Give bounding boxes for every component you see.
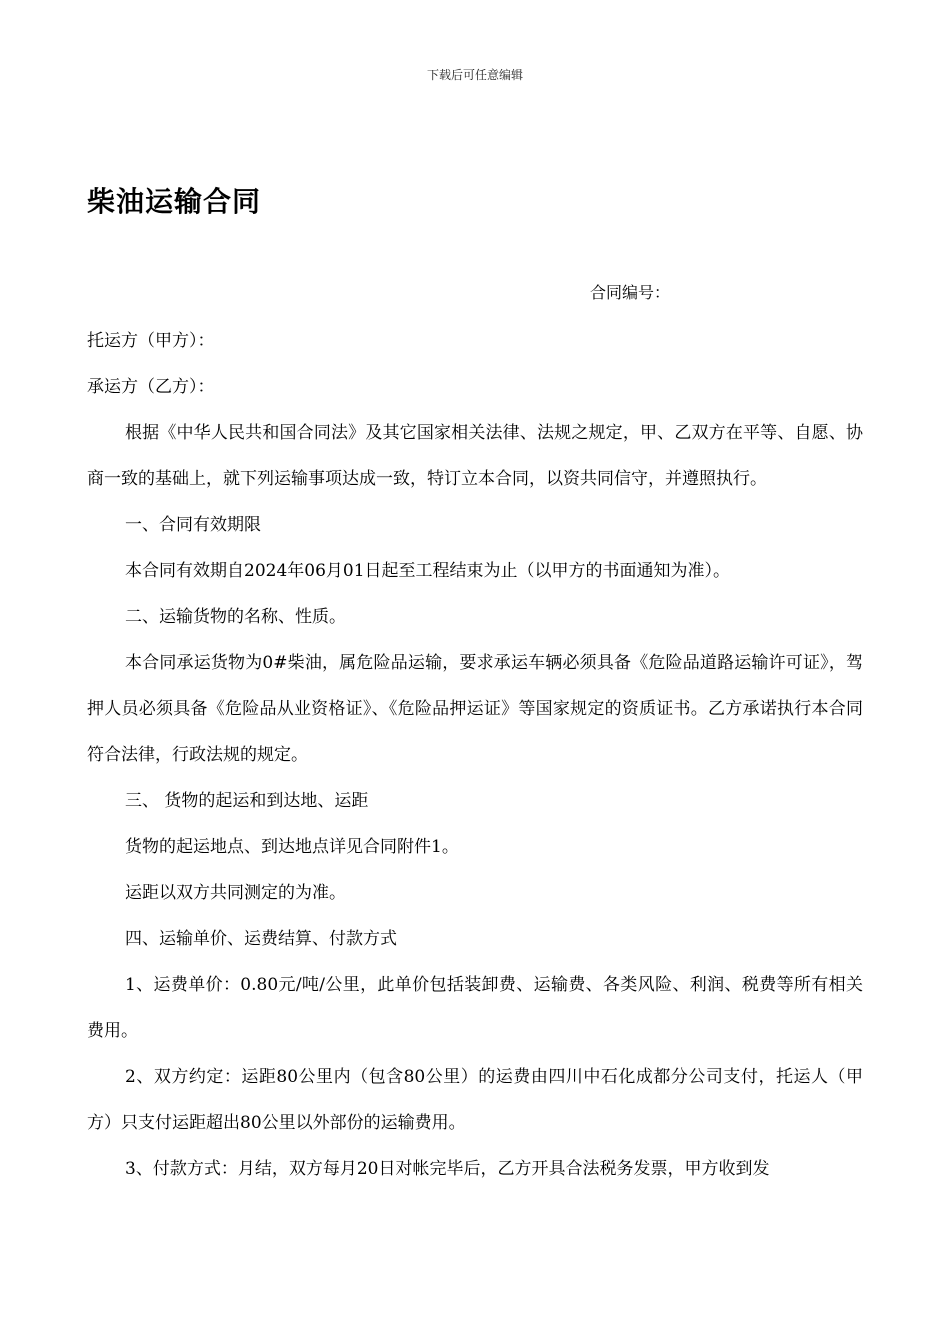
paragraph-preamble: 根据《中华人民共和国合同法》及其它国家相关法律、法规之规定，甲、乙双方在平等、自愿、协商一致的基础上，就下列运输事项达成一致，特订立本合同，以资共同信守，并遵照执行。: [87, 423, 863, 489]
paragraph-agreement: 2、双方约定：运距80公里内（包含80公里）的运费由四川中石化成都分公司支付，托运人（甲方）只支付运距超出80公里以外部份的运输费用。: [87, 1067, 863, 1133]
header-note: 下载后可任意编辑: [426, 68, 523, 82]
paragraph-goods: 本合同承运货物为0#柴油，属危险品运输，要求承运车辆必须具备《危险品道路运输许可证》，驾押人员必须具备《危险品从业资格证》、《危险品押运证》等国家规定的资质证书。乙方承诺执行本合同符合法律，行政法规的规定。: [87, 653, 863, 765]
document-title: 柴油运输合同: [87, 185, 262, 218]
paragraph-distance: 运距以双方共同测定的为准。: [125, 883, 346, 903]
paragraph-locations: 货物的起运地点、到达地点详见合同附件1。: [125, 837, 459, 857]
section-heading-4: 四、运输单价、运费结算、付款方式: [125, 929, 397, 949]
paragraph-validity: 本合同有效期自2024年06月01日起至工程结束为止（以甲方的书面通知为准）。: [125, 561, 731, 581]
paragraph-shipper: 托运方（甲方）：: [87, 331, 215, 351]
section-heading-3: 三、 货物的起运和到达地、运距: [125, 791, 369, 811]
paragraph-unit-price: 1、运费单价：0.80元/吨/公里，此单价包括装卸费、运输费、各类风险、利润、税费等所有相关费用。: [87, 975, 863, 1041]
contract-number-label: 合同编号：: [590, 283, 671, 302]
document-body: [87, 318, 863, 1192]
paragraph-carrier: 承运方（乙方）：: [87, 377, 215, 397]
section-heading-2: 二、运输货物的名称、性质。: [125, 607, 346, 627]
section-heading-1: 一、合同有效期限: [125, 515, 261, 535]
paragraph-payment: 3、付款方式：月结，双方每月20日对帐完毕后，乙方开具合法税务发票，甲方收到发: [125, 1159, 770, 1179]
